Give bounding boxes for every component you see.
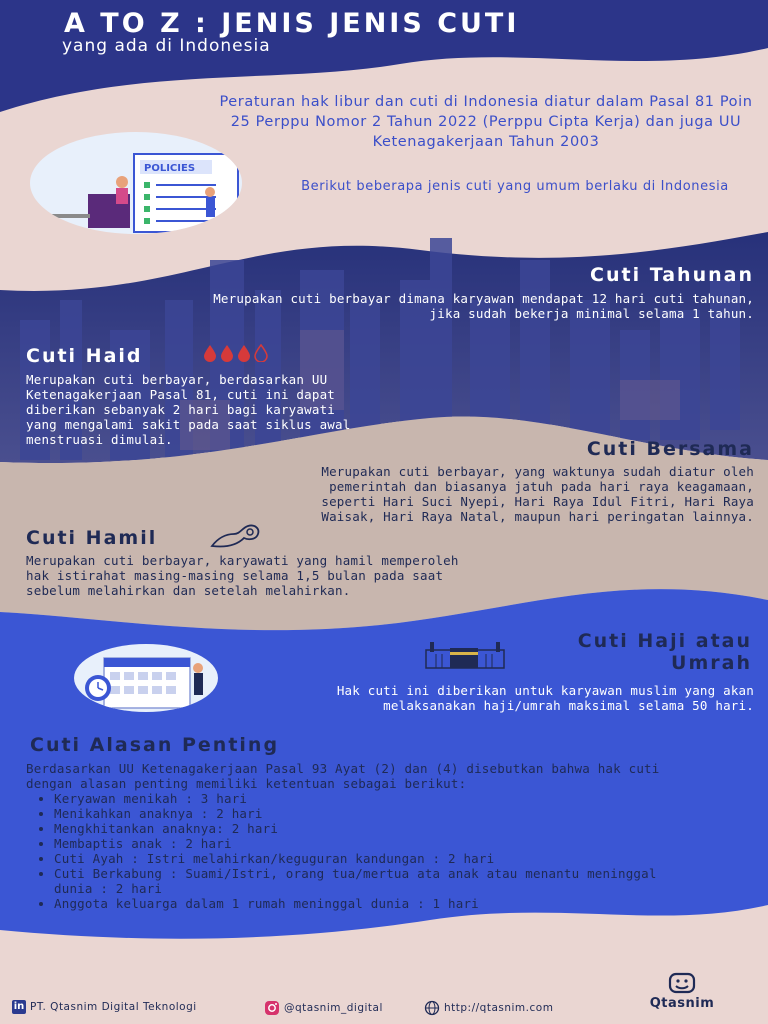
list-item: • Membaptis anak : 2 hari xyxy=(54,836,666,851)
instagram-icon xyxy=(264,1000,280,1016)
list-item: • Cuti Ayah : Istri melahirkan/keguguran kandungan : 2 hari xyxy=(54,851,666,866)
list-item: • Anggota keluarga dalam 1 rumah meninggal dunia : 1 hari xyxy=(54,896,666,911)
company-logo xyxy=(646,972,718,1011)
section-text-tahunan: Merupakan cuti berbayar dimana karyawan mendapat 12 hari cuti tahunan, jika sudah bekerja minimal selama 1 tahun. xyxy=(213,291,754,321)
section-text-haid: Merupakan cuti berbayar, berdasarkan UU Ketenagakerjaan Pasal 81, cuti ini dapat diberikan sebanyak 2 hari bagi karyawati yang mengalami sakit pada saat siklus awal menstruasi dimulai. xyxy=(26,372,351,447)
policies-label: POLICIES xyxy=(144,163,196,174)
list-item: • Mengkhitankan anaknya: 2 hari xyxy=(54,821,666,836)
company-name: PT. Qtasnim Digital Teknologi xyxy=(30,1001,197,1013)
list-item: • Menikahkan anaknya : 2 hari xyxy=(54,806,666,821)
intro-lead: Berikut beberapa jenis cuti yang umum berlaku di Indonesia xyxy=(301,179,729,194)
website-url: http://qtasnim.com xyxy=(444,1002,554,1014)
page-subtitle: yang ada di Indonesia xyxy=(62,36,271,56)
pregnancy-icon xyxy=(208,518,264,552)
section-title-hamil: Cuti Hamil xyxy=(26,527,158,549)
page-title: A TO Z : JENIS JENIS CUTI xyxy=(64,8,520,39)
section-text-bersama: Merupakan cuti berbayar, yang waktunya sudah diatur oleh pemerintah dan biasanya jatuh pada hari raya keagamaan, seperti Hari Suci Nyepi, Hari Raya Idul Fitri, Hari Raya Waisak, Hari Raya Natal, maupun hari peringatan lainnya. xyxy=(321,464,754,524)
qtasnim-logo-icon xyxy=(668,972,696,994)
website-link[interactable] xyxy=(424,1000,553,1016)
section-intro-penting: Berdasarkan UU Ketenagakerjaan Pasal 93 Ayat (2) dan (4) disebutkan bahwa hak cuti dengan alasan penting memiliki ketentuan sebagai berikut: xyxy=(26,761,660,791)
section-title-haji-line2: Umrah xyxy=(671,652,752,674)
globe-icon xyxy=(424,1000,440,1016)
section-text-haji: Hak cuti ini diberikan untuk karyawan muslim yang akan melaksanakan haji/umrah maksimal selama 50 hari. xyxy=(336,683,754,713)
linkedin-icon: in xyxy=(13,1001,25,1012)
logo-text: Qtasnim xyxy=(649,996,715,1011)
section-title-haji xyxy=(470,630,752,674)
section-text-hamil: Merupakan cuti berbayar, karyawati yang hamil memperoleh hak istirahat masing-masing selama 1,5 bulan pada saat sebelum melahirkan dan setelah melahirkan. xyxy=(26,553,459,598)
section-title-haid: Cuti Haid xyxy=(26,345,143,367)
section-title-haji-line1: Cuti Haji atau xyxy=(577,630,752,652)
list-item: • Cuti Berkabung : Suami/Istri, orang tua/mertua ata anak atau menantu meninggal dunia : 2 hari xyxy=(54,866,666,896)
section-title-tahunan: Cuti Tahunan xyxy=(590,264,754,286)
penting-list xyxy=(26,791,666,911)
section-text-penting xyxy=(26,761,666,911)
section-title-penting: Cuti Alasan Penting xyxy=(30,734,280,756)
intro-paragraph: Peraturan hak libur dan cuti di Indonesia diatur dalam Pasal 81 Poin 25 Perppu Nomor 2 Tahun 2022 (Perppu Cipta Kerja) dan juga UU Ketenagakerjaan Tahun 2003 xyxy=(219,94,753,150)
instagram-link[interactable] xyxy=(264,1000,383,1016)
section-title-bersama: Cuti Bersama xyxy=(586,438,754,460)
linkedin-link[interactable] xyxy=(12,1000,197,1014)
calendar-illustration xyxy=(74,644,218,712)
list-item: • Keryawan menikah : 3 hari xyxy=(54,791,666,806)
policies-illustration xyxy=(30,132,242,234)
blood-drops-icon xyxy=(202,344,272,362)
instagram-handle: @qtasnim_digital xyxy=(284,1002,383,1014)
